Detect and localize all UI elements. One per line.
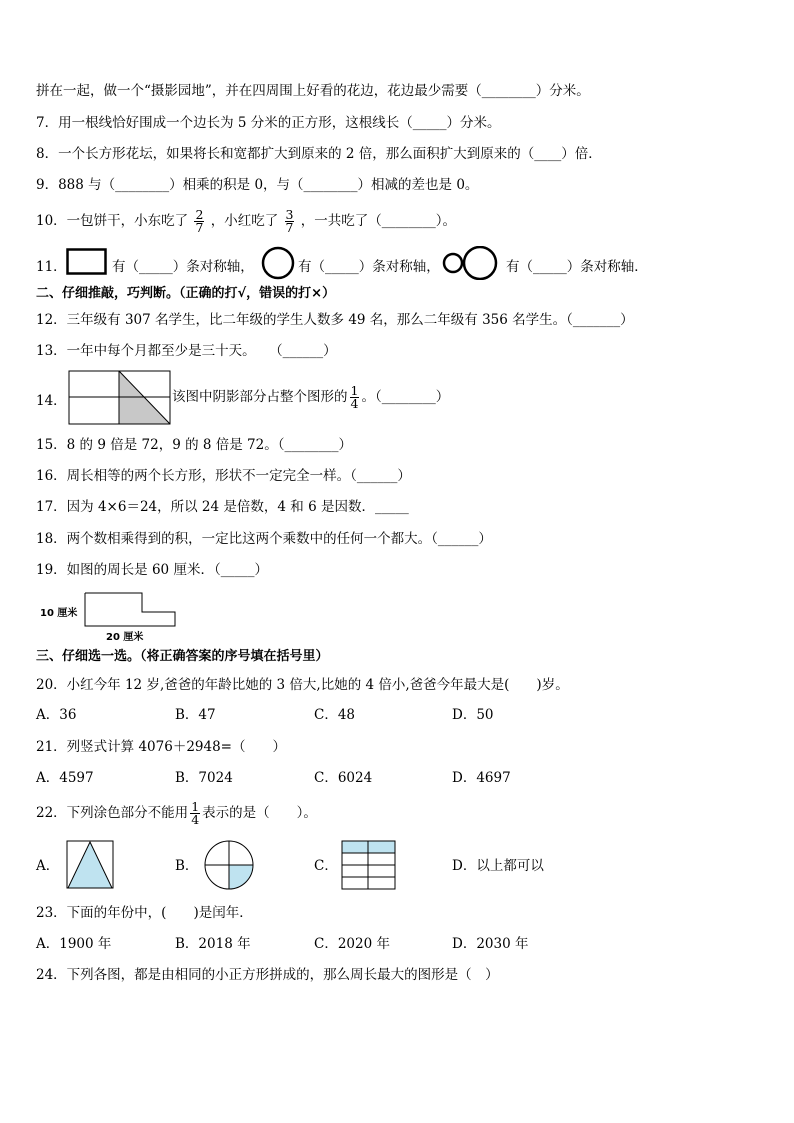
two-circles-figure [442,246,500,280]
question-8: 8．一个长方形花坛，如果将长和宽都扩大到原来的 2 倍，那么面积扩大到原来的（____）倍． [36,146,602,162]
frac-num: 1 [191,799,200,814]
q19-figure [36,592,196,642]
frac-num: 1 [350,383,359,398]
fraction-three-sevenths [285,209,295,234]
q20-option-b: B．47 [175,707,216,723]
q14-text-a: 该图中阴影部分占整个图形的 [172,389,348,405]
q11-text-c: 有（_____）条对称轴． [506,259,648,275]
q22-text-a: 22．下列涂色部分不能用 [36,805,189,821]
q21-option-b: B．7024 [175,770,233,786]
section-2-heading: 二、仔细推敲，巧判断。（正确的打√，错误的打×） [36,286,336,301]
q11-number: 11． [36,259,67,275]
fraction-two-sevenths [194,209,204,234]
quartered-circle-figure [203,839,255,891]
frac-den: 7 [285,220,294,235]
frac-num: 2 [195,207,204,222]
question-20: 20．小红今年 12 岁,爸爸的年龄比她的 3 倍大,比她的 4 倍小,爸爸今年最大是( )岁。 [36,677,569,693]
section-3-heading: 三、仔细选一选。（将正确答案的序号填在括号里） [36,649,329,664]
q22-option-c: C． [314,858,338,874]
question-15: 15．8 的 9 倍是 72，9 的 8 倍是 72。（________） [36,437,352,453]
question-18: 18．两个数相乘得到的积，一定比这两个乘数中的任何一个都大。（______） [36,531,492,547]
q23-option-c: C．2020 年 [314,936,390,952]
q10-text-b: ，小红吃了 [210,213,279,229]
frac-num: 3 [285,207,294,222]
circle-figure [260,246,296,280]
q21-option-d: D．4697 [452,770,511,786]
question-24: 24．下列各图，都是由相同的小正方形拼成的，那么周长最大的图形是（ ） [36,967,499,983]
question-11 [36,246,736,280]
question-17: 17．因为 4×6＝24，所以 24 是倍数，4 和 6 是因数．_____ [36,499,409,515]
fraction-one-quarter [350,385,360,410]
q19-label-bottom: 20 厘米 [106,632,144,643]
shaded-rectangle-figure [68,370,172,426]
q20-option-d: D．50 [452,707,494,723]
q23-option-b: B．2018 年 [175,936,251,952]
fraction-one-quarter [190,801,200,826]
question-19: 19．如图的周长是 60 厘米．（_____） [36,562,268,578]
question-7: 7．用一根线恰好围成一个边长为 5 分米的正方形，这根线长（_____）分米。 [36,115,501,131]
question-14 [36,370,736,426]
frac-den: 4 [191,812,200,827]
q19-label-left: 10 厘米 [40,608,78,619]
q10-text-a: 10．一包饼干，小东吃了 [36,213,189,229]
q20-option-a: A．36 [36,707,77,723]
question-16: 16．周长相等的两个长方形，形状不一定完全一样。（______） [36,468,411,484]
q23-option-d: D．2030 年 [452,936,529,952]
q10-text-c: ，一共吃了（________）。 [300,213,457,229]
question-13: 13．一年中每个月都至少是三十天。 （______） [36,343,337,359]
question-6-tail: 拼在一起，做一个“摄影园地”，并在四周围上好看的花边，花边最少需要（________）分米。 [36,83,590,99]
question-21: 21．列竖式计算 4076＋2948=（ ） [36,739,286,755]
triangle-in-square-figure [66,840,114,890]
q21-option-a: A．4597 [36,770,94,786]
frac-den: 7 [195,220,204,235]
question-10 [36,204,456,238]
frac-den: 4 [350,396,359,411]
q22-option-a: A． [36,858,60,874]
q22-text-b: 表示的是（ ）。 [202,805,317,821]
step-shape [84,592,178,628]
rectangle-figure [66,248,108,276]
question-22 [36,796,317,830]
q14-number: 14． [36,393,67,409]
q20-option-c: C．48 [314,707,356,723]
q22-option-d: D．以上都可以 [452,858,544,874]
q14-text [172,380,449,414]
question-9: 9．888 与（________）相乘的积是 0，与（________）相减的差也是 0。 [36,177,479,193]
grid-rectangle-figure [341,840,397,890]
q11-text-b: 有（_____）条对称轴， [298,259,440,275]
q23-option-a: A．1900 年 [36,936,112,952]
q11-text-a: 有（_____）条对称轴， [112,259,254,275]
q14-text-b: 。（________） [361,389,450,405]
question-12: 12．三年级有 307 名学生，比二年级的学生人数多 49 名，那么二年级有 356 名学生。（_______） [36,312,634,328]
q22-option-b: B． [175,858,199,874]
question-23: 23．下面的年份中，( )是闰年． [36,905,253,921]
q21-option-c: C．6024 [314,770,373,786]
